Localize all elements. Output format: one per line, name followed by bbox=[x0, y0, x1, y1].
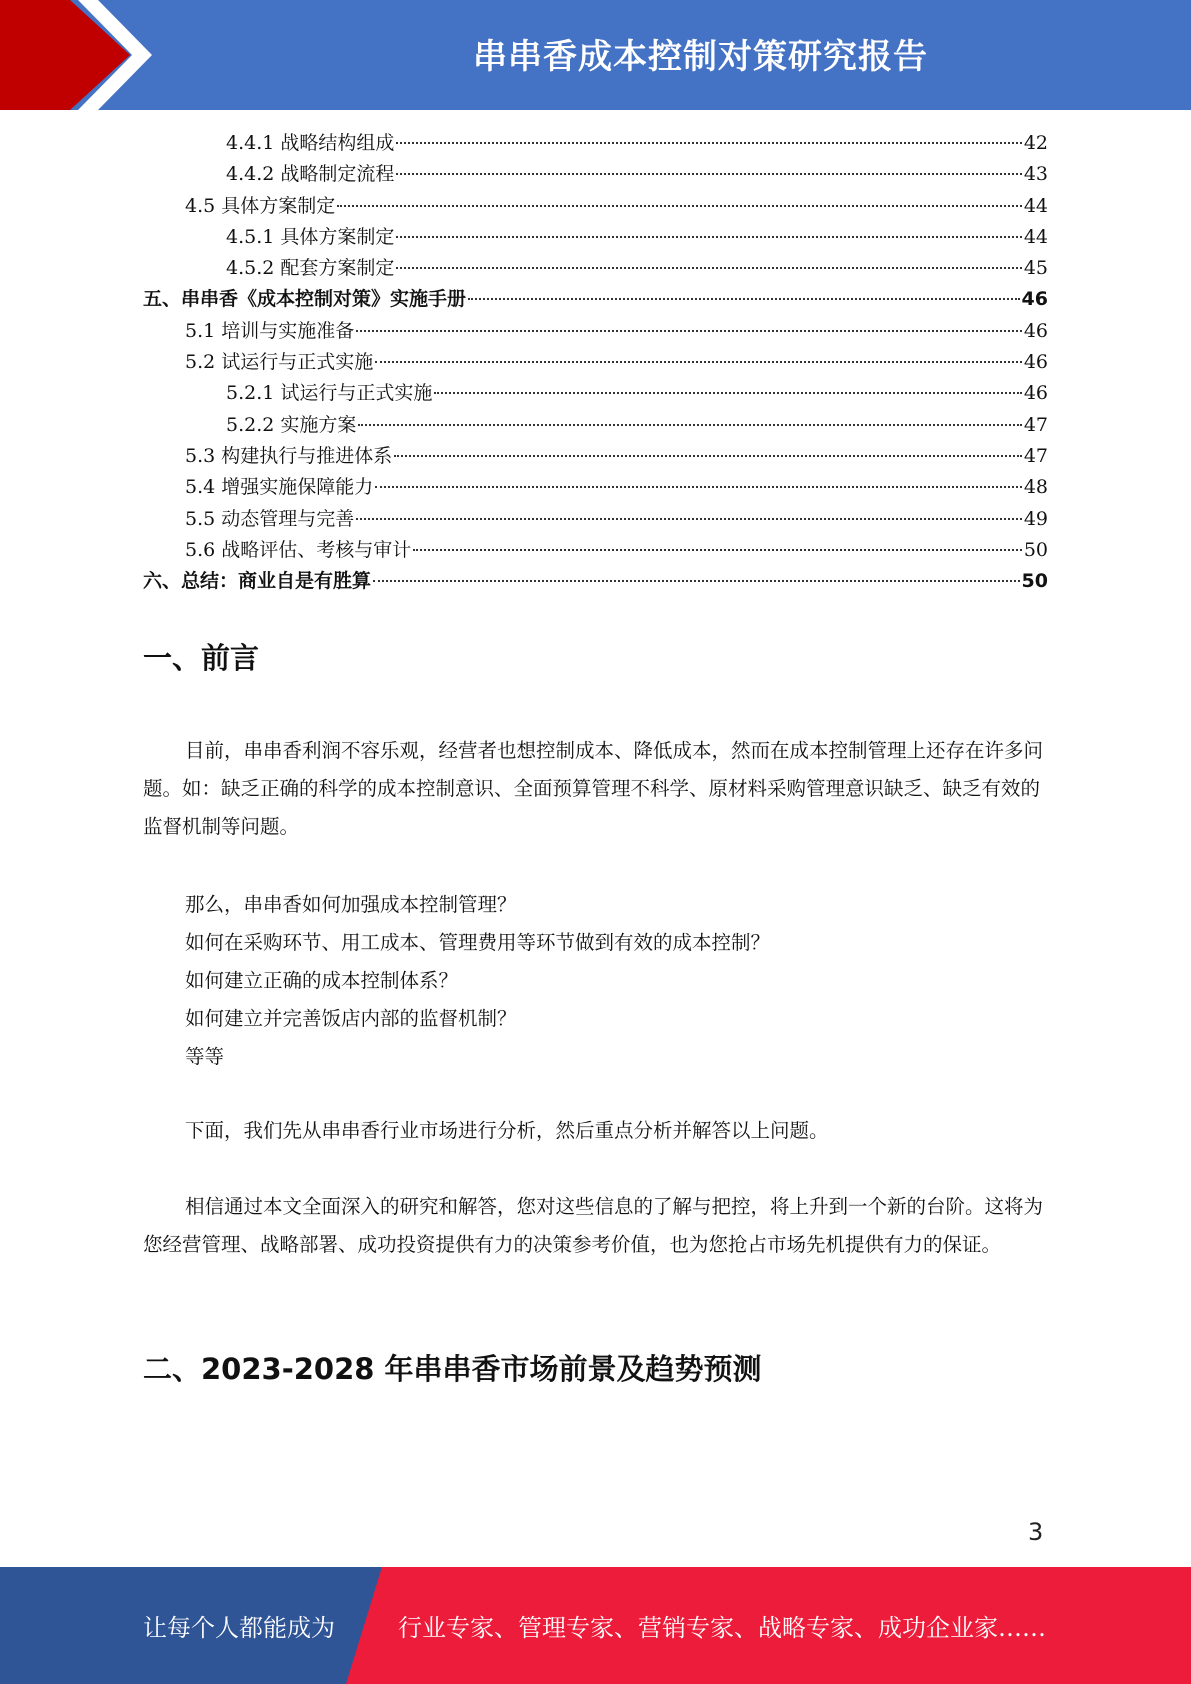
toc-entry-title: 六、总结：商业自是有胜算 bbox=[143, 570, 372, 593]
toc-entry-page: 48 bbox=[1023, 476, 1048, 499]
toc-dot-leader bbox=[468, 298, 1020, 300]
question-list bbox=[185, 886, 770, 1076]
toc-entry-page: 47 bbox=[1023, 444, 1048, 467]
toc-entry-page: 46 bbox=[1021, 288, 1048, 311]
toc-entry-page: 46 bbox=[1023, 382, 1048, 405]
toc-entry-page: 46 bbox=[1023, 351, 1048, 374]
toc-entry[interactable] bbox=[143, 284, 1048, 315]
toc-entry[interactable] bbox=[143, 222, 1048, 253]
page-header bbox=[0, 0, 1191, 110]
question-line: 那么，串串香如何加强成本控制管理？ bbox=[185, 893, 517, 916]
toc-dot-leader bbox=[434, 392, 1021, 394]
toc-entry-page: 49 bbox=[1023, 507, 1048, 530]
toc-entry-title: 5.5 动态管理与完善 bbox=[185, 507, 355, 530]
preface-paragraph-1: 目前，串串香利润不容乐观，经营者也想控制成本、降低成本，然而在成本控制管理上还存在许多问题。如：缺乏正确的科学的成本控制意识、全面预算管理不科学、原材料采购管理意识缺乏、缺乏有效的监督机制等问题。 bbox=[143, 739, 1044, 838]
section-heading-preface: 一、前言 bbox=[143, 641, 260, 675]
toc-dot-leader bbox=[356, 518, 1022, 520]
toc-entry-title: 5.3 构建执行与推进体系 bbox=[185, 444, 393, 467]
toc-entry-page: 47 bbox=[1023, 413, 1048, 436]
toc-entry-page: 46 bbox=[1023, 319, 1048, 342]
toc-entry-title: 4.5.2 配套方案制定 bbox=[226, 257, 395, 280]
toc-dot-leader bbox=[396, 142, 1021, 144]
footer-slogan-left: 让每个人都能成为 bbox=[143, 1614, 335, 1642]
toc-entry-title: 4.5.1 具体方案制定 bbox=[226, 225, 395, 248]
toc-entry[interactable] bbox=[143, 128, 1048, 159]
toc-entry[interactable] bbox=[143, 504, 1048, 535]
toc-entry[interactable] bbox=[143, 441, 1048, 472]
toc-dot-leader bbox=[358, 424, 1021, 426]
question-line: 如何在采购环节、用工成本、管理费用等环节做到有效的成本控制？ bbox=[185, 931, 771, 954]
toc-entry[interactable] bbox=[143, 566, 1048, 597]
toc-dot-leader bbox=[413, 549, 1022, 551]
footer-slogan-right: 行业专家、管理专家、营销专家、战略专家、成功企业家…… bbox=[398, 1614, 1046, 1642]
toc-entry-page: 42 bbox=[1023, 132, 1048, 154]
table-of-contents bbox=[143, 128, 1048, 597]
toc-entry-page: 50 bbox=[1021, 570, 1048, 593]
toc-entry-page: 50 bbox=[1023, 538, 1048, 561]
toc-entry-title: 4.5 具体方案制定 bbox=[185, 194, 336, 217]
toc-entry-title: 5.2 试运行与正式实施 bbox=[185, 351, 374, 374]
toc-entry[interactable] bbox=[143, 535, 1048, 566]
toc-dot-leader bbox=[394, 455, 1022, 457]
preface-paragraph-3: 相信通过本文全面深入的研究和解答，您对这些信息的了解与把控，将上升到一个新的台阶。这将为您经营管理、战略部署、成功投资提供有力的决策参考价值，也为您抢占市场先机提供有力的保证。 bbox=[143, 1195, 1044, 1256]
toc-entry-title: 5.2.1 试运行与正式实施 bbox=[226, 382, 433, 405]
toc-entry-title: 5.4 增强实施保障能力 bbox=[185, 476, 374, 499]
preface-paragraph-2: 下面，我们先从串串香行业市场进行分析，然后重点分析并解答以上问题。 bbox=[185, 1119, 829, 1142]
toc-dot-leader bbox=[396, 173, 1021, 175]
question-line: 等等 bbox=[185, 1045, 225, 1068]
toc-dot-leader bbox=[375, 361, 1022, 363]
toc-entry[interactable] bbox=[143, 253, 1048, 284]
toc-entry[interactable] bbox=[143, 410, 1048, 441]
header-arrow-decoration bbox=[0, 0, 220, 110]
toc-entry-title: 五、串串香《成本控制对策》实施手册 bbox=[143, 288, 467, 311]
toc-entry-title: 5.6 战略评估、考核与审计 bbox=[185, 538, 412, 561]
toc-entry[interactable] bbox=[143, 159, 1048, 190]
question-line: 如何建立正确的成本控制体系？ bbox=[185, 969, 459, 992]
toc-dot-leader bbox=[337, 205, 1022, 207]
section-heading-market-forecast: 二、2023-2028 年串串香市场前景及趋势预测 bbox=[143, 1352, 762, 1386]
toc-entry-page: 44 bbox=[1023, 194, 1048, 217]
report-title: 串串香成本控制对策研究报告 bbox=[473, 36, 928, 77]
toc-entry-page: 43 bbox=[1023, 163, 1048, 186]
toc-dot-leader bbox=[356, 330, 1022, 332]
toc-entry[interactable] bbox=[143, 378, 1048, 409]
toc-entry-title: 5.1 培训与实施准备 bbox=[185, 319, 355, 342]
toc-entry[interactable] bbox=[143, 316, 1048, 347]
toc-entry-title: 4.4.2 战略制定流程 bbox=[226, 163, 395, 186]
toc-entry-title: 5.2.2 实施方案 bbox=[226, 413, 357, 436]
question-line: 如何建立并完善饭店内部的监督机制？ bbox=[185, 1007, 517, 1030]
toc-entry-page: 44 bbox=[1023, 225, 1048, 248]
toc-dot-leader bbox=[375, 486, 1022, 488]
page-number: 3 bbox=[1028, 1518, 1044, 1546]
toc-entry[interactable] bbox=[143, 347, 1048, 378]
toc-dot-leader bbox=[373, 580, 1020, 582]
toc-dot-leader bbox=[396, 267, 1021, 269]
toc-entry[interactable] bbox=[143, 191, 1048, 222]
toc-entry-title: 4.4.1 战略结构组成 bbox=[226, 132, 395, 154]
toc-entry-page: 45 bbox=[1023, 257, 1048, 280]
page-footer bbox=[0, 1567, 1191, 1684]
toc-entry[interactable] bbox=[143, 472, 1048, 503]
toc-dot-leader bbox=[396, 236, 1021, 238]
